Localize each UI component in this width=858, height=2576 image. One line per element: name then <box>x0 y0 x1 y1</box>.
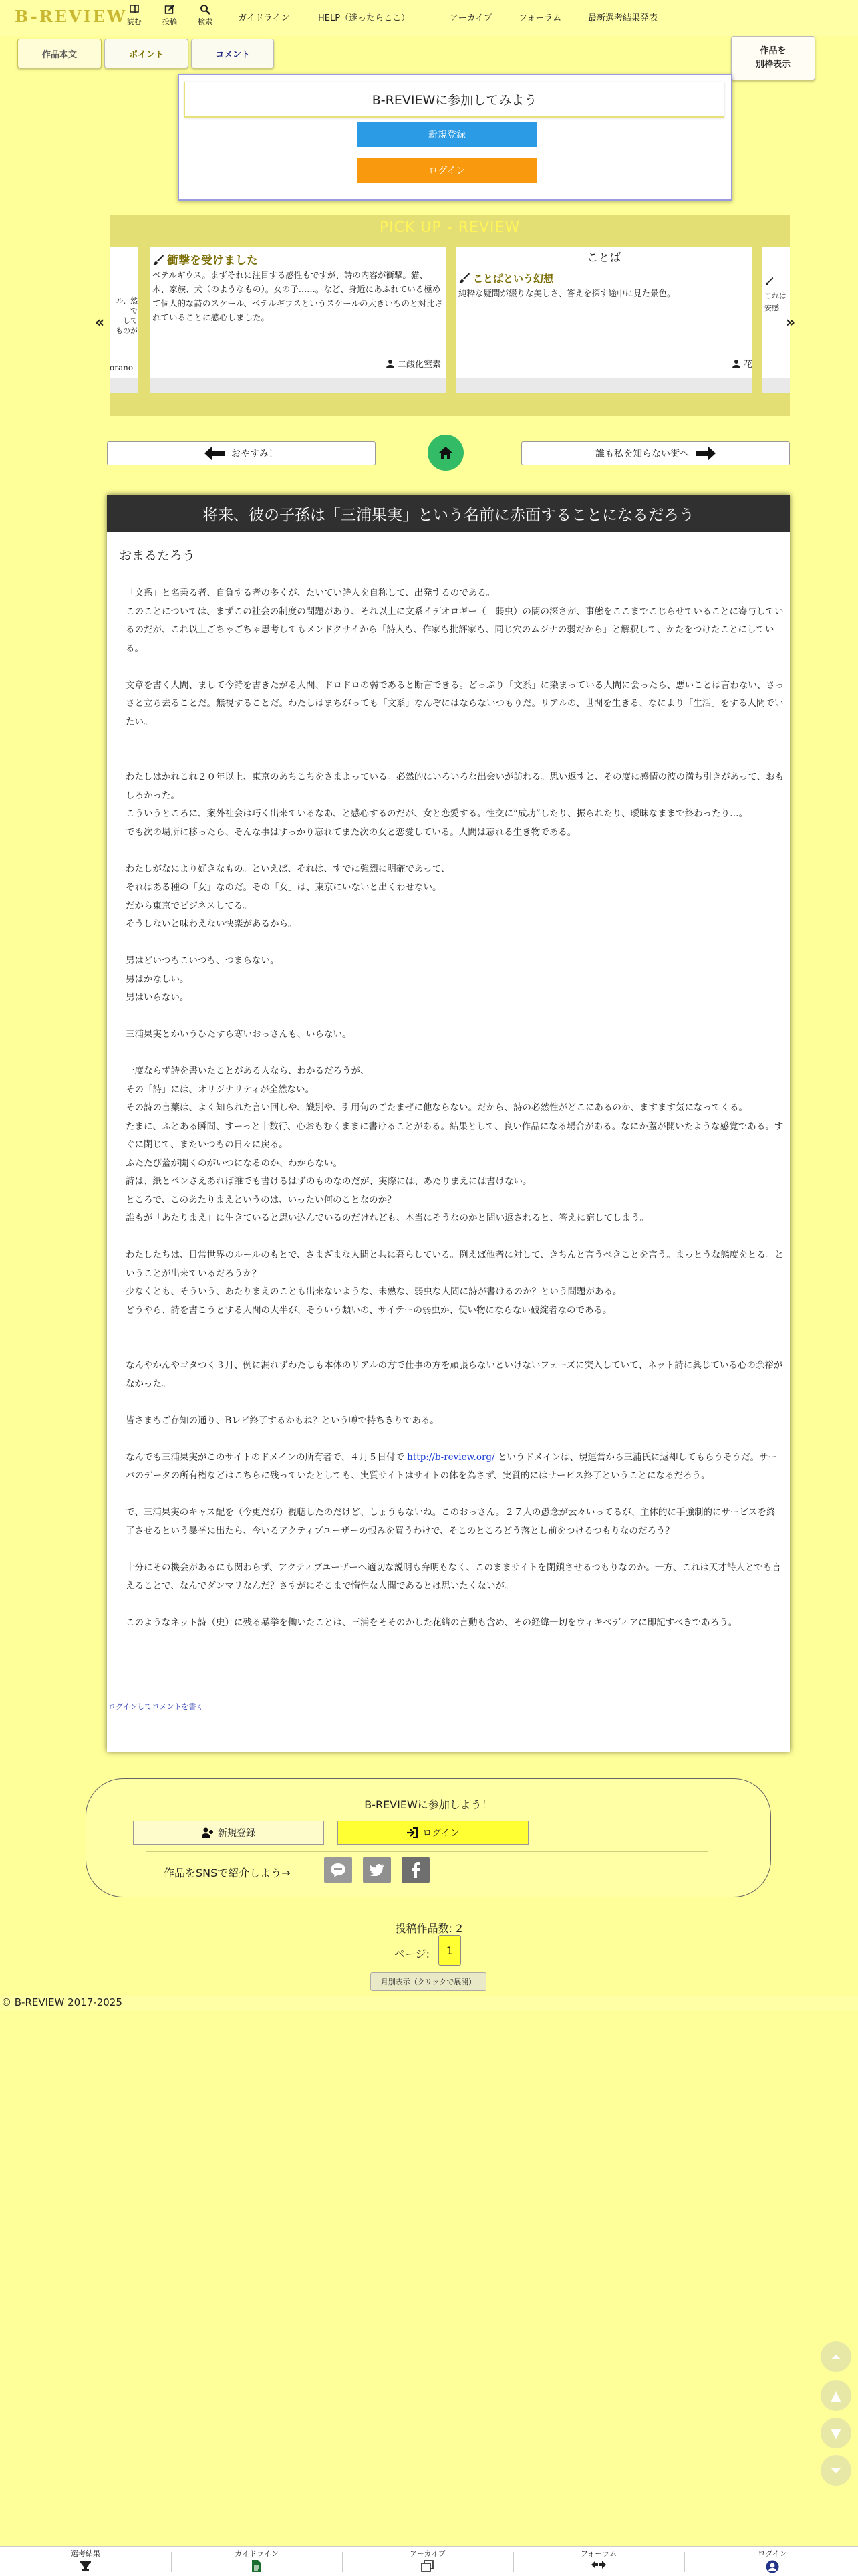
article-paragraph: 一度ならず詩を書いたことがある人なら、わかるだろうが、 その「詩」には、オリジナリティが全然ない。 その詩の言葉は、よく知られた言い回しや、識別や、引用句のごたまぜに他ならない。だから、詩の必然性がどこにあるのか、ますます気になってくる。 たまに、ふとある瞬間、すーっと十数行、心おもむくままに書けることがある。結果として、良い作品になる場合がある。なにか蓋が開いたような感覚である。すぐに閉じて、またいつもの日々に戻る。 ふたたび蓋が開くのがいつになるのか、わからない。 詩は、紙とペンさえあれば誰でも書けるはずのものなのだが、実際には、あたりまえには書けない。 ところで、このあたりまえというのは、いったい何のことなのか？ 誰もが「あたりまえ」に生きていると思い込んでいるのだけれども、本当にそうなのかと問い返されると、答えに窮してしまう。 <box>126 1066 784 1223</box>
domain-link[interactable]: http://b-review.org/ <box>407 1451 495 1463</box>
user-icon <box>766 2560 779 2573</box>
login-label: ログイン <box>422 1828 460 1839</box>
divider <box>684 2552 685 2572</box>
pickup-card-title[interactable]: 衝撃を受けました <box>166 254 258 267</box>
pickup-card-author[interactable] <box>386 358 441 372</box>
facebook-icon <box>411 1862 420 1878</box>
prev-work-button[interactable] <box>107 441 376 465</box>
separate-window-label: 作品を 別枠表示 <box>755 46 791 70</box>
brush-icon <box>458 272 470 284</box>
next-work-label: 誰も私を知らない街へ <box>595 449 689 459</box>
user-plus-icon <box>202 1827 214 1838</box>
join-banner <box>86 1778 771 1897</box>
arrow-left-icon <box>204 446 225 461</box>
user-icon <box>386 359 395 368</box>
article-paragraph: わたしたちは、日常世界のルールのもとで、さまざまな人間と共に暮らしている。例えば他者に対して、きちんと言うべきことを言う。まっとうな態度をとる。ということが出来ているだろうか？ 少なくとも、そういう、あたりまえのことも出来ないような、未熟な、弱虫な人間に詩が書けるのか？という問題がある。 どうやら、詩を書こうとする人間の大半が、そういう類いの、サイテーの弱虫か、使い物にならない破綻者なのである。 <box>126 1250 784 1316</box>
bottom-nav-label: フォーラム <box>580 2549 617 2558</box>
article-panel <box>107 495 790 1752</box>
article-paragraph: わたしがなにより好きなもの。といえば、それは、すでに強烈に明確であって、 それはある種の「女」なのだ。その「女」は、東京にいないと出くわせない。 だから東京でビジネスしてる。 そうしないと味わえない快楽があるから。 <box>126 863 450 929</box>
page-label: ページ: <box>394 1948 430 1960</box>
join-banner-title: B-REVIEWに参加しよう！ <box>364 1798 492 1811</box>
pickup-card-body: 純粋な疑問が綴りな美しさ、答えを探す途中に見た景色。 <box>458 288 676 298</box>
pickup-card-title[interactable]: ことばという幻想 <box>472 273 553 285</box>
bottom-nav-forum[interactable] <box>513 2548 684 2569</box>
facebook-share-button[interactable] <box>402 1857 430 1883</box>
pickup-title: PICK UP - REVIEW <box>379 219 521 236</box>
page-number-button[interactable]: 1 <box>438 1935 461 1966</box>
tab-main-text[interactable]: 作品本文 <box>17 39 102 68</box>
article-body <box>126 584 784 1651</box>
site-logo[interactable]: B-REVIEW <box>15 7 128 26</box>
bottom-nav-label: アーカイブ <box>410 2549 446 2558</box>
register-button[interactable] <box>133 1821 324 1845</box>
edit-icon <box>164 4 175 15</box>
pickup-author-name: 二酸化窒素 <box>397 360 441 370</box>
scroll-down-icon[interactable]: ▼ <box>821 2418 851 2448</box>
article-text: なんでも三浦果実がこのサイトのドメインの所有者で、４月５日付で <box>126 1451 408 1463</box>
article-text: というドメインは、現運営から三浦氏に返却してもらうそうだ。サーバのデータの所有権などはこちらに残っていたとしても、実質サイトはサイトの体を為さず、実質的にはサービス終了ということになるだろう。 <box>126 1451 777 1481</box>
bottom-nav-bar <box>0 2546 858 2576</box>
article-paragraph: 三浦果実とかいうひたすら寒いおっさんも、いらない。 <box>126 1029 351 1040</box>
pickup-card[interactable] <box>456 247 752 393</box>
login-to-comment-link[interactable]: ログインしてコメントを書く <box>108 1702 204 1711</box>
separate-window-button[interactable] <box>731 36 815 80</box>
scroll-bottom-icon[interactable]: ⏷ <box>821 2455 851 2486</box>
join-title: B-REVIEWに参加してみよう <box>184 82 724 118</box>
article-title: 将来、彼の子孫は「三浦果実」という名前に赤面することになるだろう <box>107 495 790 532</box>
fragment-text: これは <box>764 291 786 300</box>
login-button[interactable] <box>337 1821 529 1845</box>
carousel-next-arrow[interactable]: » <box>786 314 796 331</box>
article-paragraph: わたしはかれこれ２０年以上、東京のあちこちをさまよっている。必然的にいろいろな出会いが訪れる。思い返すと、その度に感情の波の満ち引きがあって、おもしろかった。 こういうところに、案外社会は巧く出来ているなあ、と感心するのだが、女と恋愛する。性交に“成功”したり、振られたり、曖昧なままで終わったり…。 でも次の場所に移ったら、そんな事はすっかり忘れてまた次の女と恋愛している。人間は忘れる生き物である。 <box>126 772 784 838</box>
nav-guideline[interactable]: ガイドライン <box>238 13 290 23</box>
bottom-nav-archive[interactable] <box>342 2548 513 2572</box>
archive-icon <box>421 2560 434 2572</box>
bottom-nav-label: ガイドライン <box>235 2549 279 2558</box>
nav-search-label: 検索 <box>198 17 212 26</box>
forum-icon <box>591 2560 607 2569</box>
bottom-nav-guideline[interactable] <box>171 2548 342 2572</box>
article-paragraph <box>126 1449 784 1486</box>
pickup-card-heading: ことば <box>587 251 621 265</box>
fragment-text: ル、然で <box>116 296 138 315</box>
article-paragraph: なんやかんやゴタつく３月、例に漏れずわたしも本体のリアルの方で仕事の方を頑張らないといけないフェーズに突入していて、ネット詩に興じている心の余裕がなかった。 <box>126 1360 783 1389</box>
post-count: 投稿作品数: 2 <box>395 1922 463 1935</box>
pickup-card-partial-left[interactable] <box>110 247 138 393</box>
fragment-text: orano <box>110 363 134 372</box>
tab-comments[interactable]: コメント <box>191 39 274 68</box>
scroll-up-icon[interactable]: ▲ <box>821 2380 851 2411</box>
nav-latest-results[interactable]: 最新選考結果発表 <box>588 13 658 23</box>
monthly-view-toggle[interactable]: 月別表示（クリックで展開） <box>370 1972 486 1991</box>
carousel-prev-arrow[interactable]: « <box>95 314 105 331</box>
bottom-nav-login[interactable] <box>687 2548 858 2573</box>
fragment-text: ものが <box>116 326 138 335</box>
brush-icon <box>764 277 774 286</box>
trophy-icon <box>78 2560 93 2572</box>
nav-read-label: 読む <box>127 17 142 26</box>
bottom-nav-label: 選考結果 <box>71 2549 100 2558</box>
join-prompt-box <box>178 74 732 201</box>
book-icon <box>129 4 140 15</box>
fragment-text: して <box>123 316 138 325</box>
nav-post[interactable] <box>156 4 183 27</box>
scroll-top-icon[interactable]: ⏶ <box>821 2341 851 2372</box>
nav-archive[interactable]: アーカイブ <box>450 13 492 23</box>
user-icon <box>732 359 741 368</box>
twitter-share-button[interactable] <box>363 1857 391 1883</box>
bottom-nav-results[interactable] <box>0 2548 171 2572</box>
line-share-button[interactable] <box>324 1857 352 1883</box>
top-header <box>0 0 858 36</box>
pickup-card-body: ベテルギウス。まずそれに注目する感性もですが、詩の内容が衝撃。猫、木、家族、犬（のようなもの）。女の子……。など、身近にあふれている極めて個人的な詩のスケール、ベテルギウスというスケールの大きいものと対比されていることに感心しました。 <box>152 270 444 322</box>
home-icon <box>438 446 453 459</box>
search-icon <box>200 4 210 15</box>
tab-points[interactable]: ポイント <box>104 39 188 68</box>
home-button[interactable] <box>428 435 464 471</box>
article-paragraph: 皆さまもご存知の通り、Bレビ終了するかもね？という噂で持ちきりである。 <box>126 1415 439 1426</box>
twitter-icon <box>370 1864 384 1876</box>
pickup-review-carousel <box>110 215 790 416</box>
pickup-author-name: 花 <box>743 360 752 370</box>
brush-icon <box>152 254 164 266</box>
sign-in-icon <box>406 1827 418 1838</box>
article-paragraph: 文章を書く人間、まして今詩を書きたがる人間、ドロドロの弱であると断言できる。どっぷり「文系」に染まっている人間に会ったら、悪いことは言わない、さっさと立ち去ることだ。無視することだ。わたしはまちがっても「文系」なんぞにはならないつもりだ。リアルの、世間を生きる、なにより「生活」をする人間でいたい。 <box>126 679 784 727</box>
document-icon <box>251 2560 262 2572</box>
prev-work-label: おやすみ！ <box>231 449 278 459</box>
next-work-button[interactable] <box>521 441 790 465</box>
arrow-right-icon <box>696 446 716 461</box>
pickup-card[interactable] <box>150 247 446 393</box>
nav-search[interactable] <box>192 4 219 27</box>
nav-read[interactable] <box>121 4 148 27</box>
register-label: 新規登録 <box>218 1828 255 1839</box>
login-button[interactable]: ログイン <box>357 158 537 183</box>
article-paragraph: 「文系」と名乗る者、自負する者の多くが、たいてい詩人を自称して、出発するのである。 このことについては、まずこの社会の制度の問題があり、それ以上に文系イデオロギー（＝弱虫）の闇の深さが、事態をここまでこじらせていることに寄与しているのだが、これ以上ごちゃごちゃ思考してもメンドクサイから「詩人も、作家も批評家も、同じ穴のムジナの弱だから」と解釈して、かたをつけたことにしている。 <box>126 588 784 654</box>
article-paragraph: 男はどいつもこいつも、つまらない。 男はかなしい。 男はいらない。 <box>126 955 279 1003</box>
article-paragraph: 十分にその機会があるにも関わらず、アクティブユーザーへ適切な説明も弁明もなく、このままサイトを閉鎖させるつもりなのか。一方、これは天才詩人とでも言えることで、なんでダンマリなんだ？さすがにそこまで惰性な人間であるとは思いたくないが。 <box>126 1562 781 1591</box>
nav-post-label: 投稿 <box>162 17 177 26</box>
article-author[interactable]: おまるたろう <box>119 548 196 563</box>
register-button[interactable]: 新規登録 <box>357 122 537 147</box>
nav-help[interactable]: HELP（迷ったらここ） <box>318 13 410 23</box>
sns-share-label: 作品をSNSで紹介しよう→ <box>164 1867 291 1879</box>
fragment-text: 安感 <box>764 304 779 312</box>
article-paragraph: このようなネット詩（史）に残る暴挙を働いたことは、三浦をそそのかした花緒の言動も含め、その経緯一切をウィキペディアに即記すべきであろう。 <box>126 1617 738 1628</box>
article-paragraph: で、三浦果実のキャス配を（今更だが）視聴したのだけど、しょうもないね。このおっさん。２７人の愚念が云々いってるが、主体的に手強制的にサービスを終了させるという暴挙に出たら、今いるアクティブユーザーの恨みを買うわけで、そこのところどう落とし前をつけるつもりなのだろう？ <box>126 1507 776 1536</box>
pickup-card-author[interactable] <box>732 358 752 372</box>
copyright: © B-REVIEW 2017-2025 <box>0 1996 858 2011</box>
divider <box>146 1851 708 1852</box>
nav-forum[interactable]: フォーラム <box>519 13 562 23</box>
bottom-nav-label: ログイン <box>758 2549 787 2558</box>
line-icon <box>330 1863 346 1877</box>
